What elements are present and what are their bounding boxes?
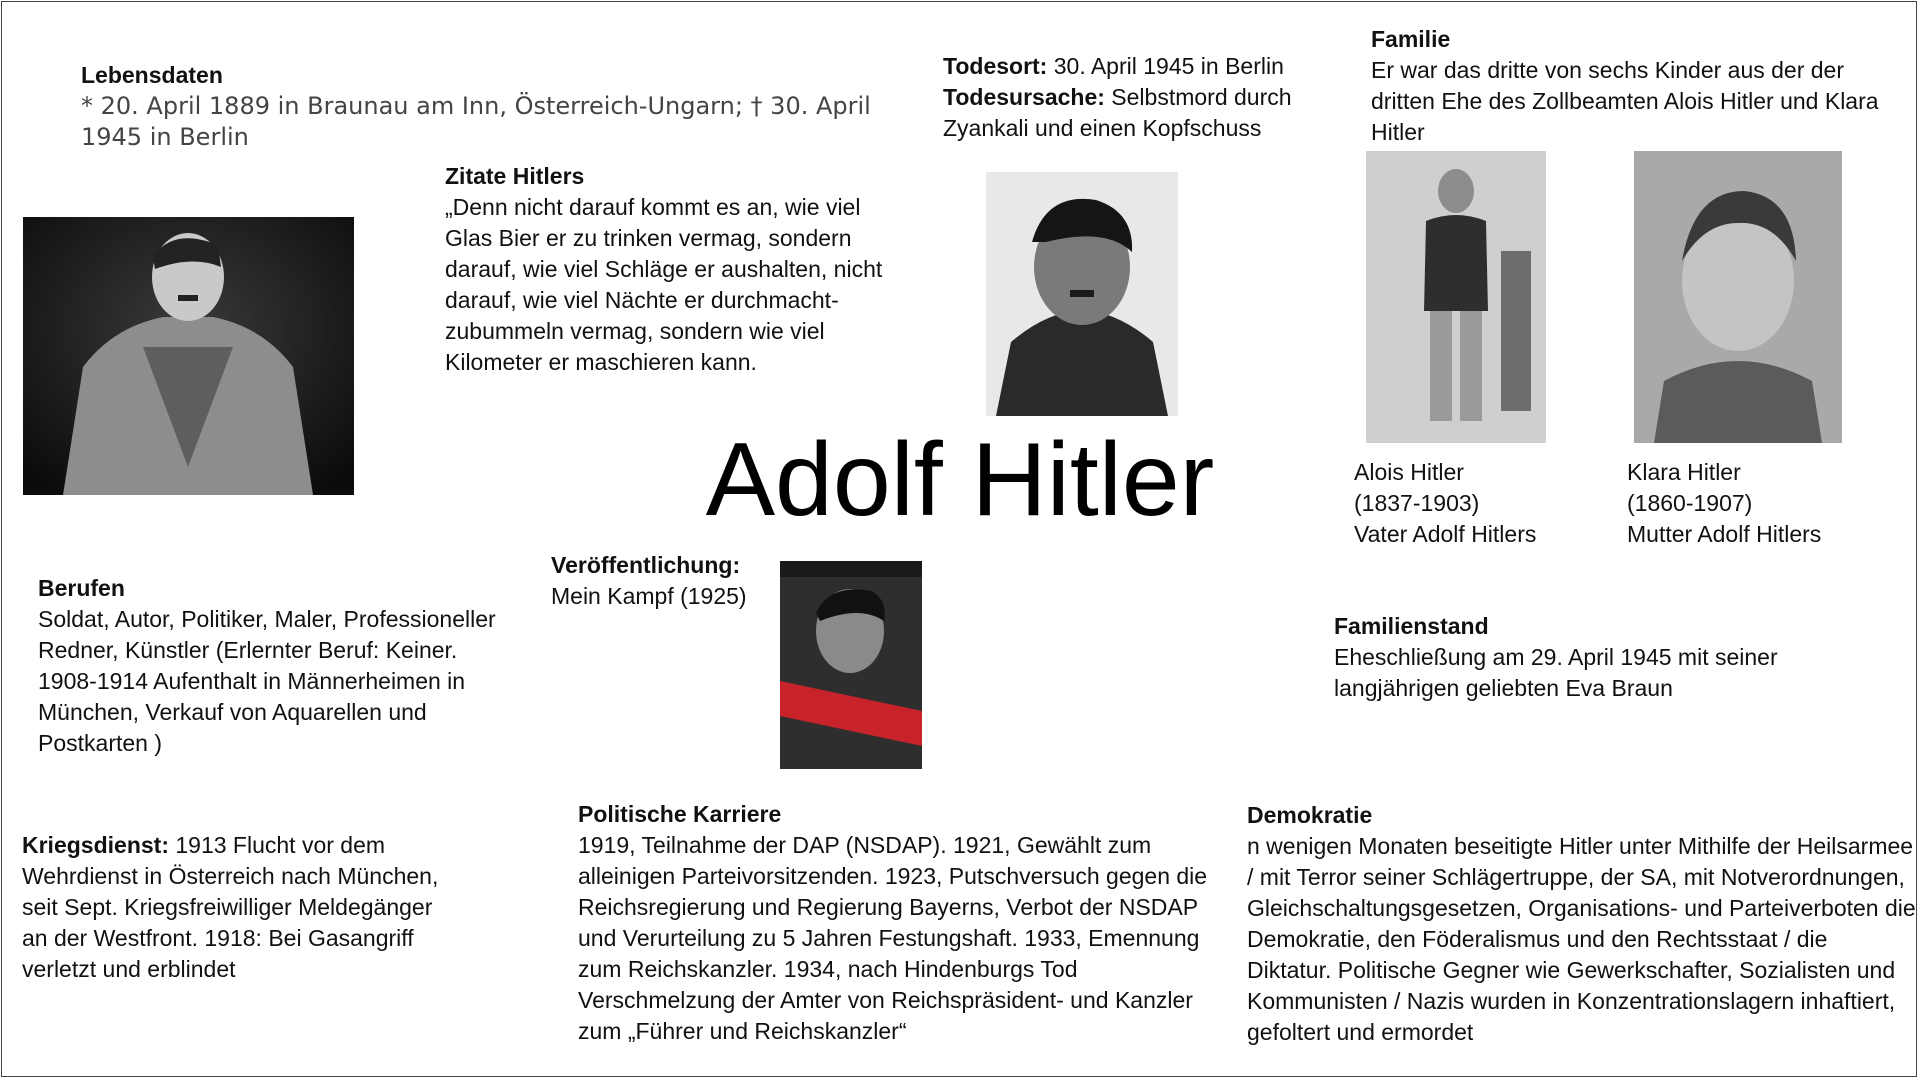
demokratie-text: n wenigen Monaten beseitigte Hitler unter Mithilfe der Heilsarmee / mit Terror seiner Schlägertruppe, der SA, mit Notverordnungen, Gleichschaltungsgesetzen, Organisations- und Parteiverboten die Demokratie, den Föderalismus und den Rechtsstaat / die Diktatur. Politische Gegner wie Gewerkschafter, Sozialisten und Kommunisten / Nazis wurden in Konzentrationslagern inhaftiert, gefoltert und ermordet xyxy=(1247,833,1916,1045)
mother-years: (1860-1907) xyxy=(1627,490,1753,516)
berufen-section xyxy=(38,573,498,759)
lebensdaten-heading: Lebensdaten xyxy=(81,62,223,88)
kriegsdienst-label: Kriegsdienst: xyxy=(22,832,169,858)
kriegsdienst-text: 1913 Flucht vor dem Wehrdienst in Österreich nach München, seit Sept. Kriegsfreiwilliger Meldegänger an der Westfront. 1918: Bei Gasangriff verletzt und erblindet xyxy=(22,832,439,982)
familie-heading: Familie xyxy=(1371,26,1451,52)
demokratie-section xyxy=(1247,800,1917,1048)
todesort-label: Todesort: xyxy=(943,53,1048,79)
politische-karriere-heading: Politische Karriere xyxy=(578,801,782,827)
father-years: (1837-1903) xyxy=(1354,490,1480,516)
mother-role: Mutter Adolf Hitlers xyxy=(1627,521,1822,547)
zitate-section xyxy=(445,161,905,378)
mother-photo xyxy=(1634,151,1842,443)
veroeffentlichung-section xyxy=(551,550,771,612)
politische-karriere-section xyxy=(578,799,1230,1047)
berufen-heading: Berufen xyxy=(38,575,125,601)
father-role: Vater Adolf Hitlers xyxy=(1354,521,1537,547)
demokratie-heading: Demokratie xyxy=(1247,802,1373,828)
familienstand-text: Eheschließung am 29. April 1945 mit seiner langjährigen geliebten Eva Braun xyxy=(1334,644,1778,701)
portrait-photo xyxy=(23,217,354,495)
familienstand-heading: Familienstand xyxy=(1334,613,1489,639)
lebensdaten-section xyxy=(81,60,901,153)
berufen-text: Soldat, Autor, Politiker, Maler, Professioneller Redner, Künstler (Erlernter Beruf: Keiner. 1908-1914 Aufenthalt in Männerheimen in München, Verkauf von Aquarellen und Postkarten ) xyxy=(38,606,496,756)
familie-text: Er war das dritte von sechs Kinder aus der der dritten Ehe des Zollbeamten Alois Hitler und Klara Hitler xyxy=(1371,57,1879,145)
lebensdaten-text: * 20. April 1889 in Braunau am Inn, Österreich-Ungarn; † 30. April 1945 in Berlin xyxy=(81,92,871,151)
todesursache-label: Todesursache: xyxy=(943,84,1105,110)
mother-caption xyxy=(1627,457,1897,550)
kriegsdienst-section xyxy=(22,830,442,985)
father-photo xyxy=(1366,151,1546,443)
zitate-text: „Denn nicht darauf kommt es an, wie viel Glas Bier er zu trinken vermag, sondern darauf, wie viel Schläge er aushalten, nicht darauf, wie viel Nächte er durchmacht-zubummeln vermag, sondern wie viel Kilometer er maschieren kann. xyxy=(445,194,883,375)
father-caption xyxy=(1354,457,1594,550)
tod-section xyxy=(943,51,1313,144)
todesursache-value: Selbstmord durch Zyankali und einen Kopfschuss xyxy=(943,84,1292,141)
politische-karriere-text: 1919, Teilnahme der DAP (NSDAP). 1921, Gewählt zum alleinigen Parteivorsitzenden. 1923, Putschversuch gegen die Reichsregierung und Regierung Bayerns, Verbot der NSDAP und Verurteilung zu 5 Jahren Festungshaft. 1933, Emennung zum Reichskanzler. 1934, nach Hindenburgs Tod Verschmelzung der Amter von Reichspräsident- und Kanzler zum „Führer und Reichskanzler“ xyxy=(578,832,1208,1044)
center-portrait-photo xyxy=(986,172,1178,416)
mother-name: Klara Hitler xyxy=(1627,459,1741,485)
page-title: Adolf Hitler xyxy=(705,422,1215,538)
father-name: Alois Hitler xyxy=(1354,459,1464,485)
todesort-value: 30. April 1945 in Berlin xyxy=(1047,53,1284,79)
familienstand-section xyxy=(1334,611,1834,704)
veroeffentlichung-text: Mein Kampf (1925) xyxy=(551,583,747,609)
familie-section xyxy=(1371,24,1911,148)
zitate-heading: Zitate Hitlers xyxy=(445,163,585,189)
veroeffentlichung-heading: Veröffentlichung: xyxy=(551,552,741,578)
book-cover-image xyxy=(780,561,922,769)
